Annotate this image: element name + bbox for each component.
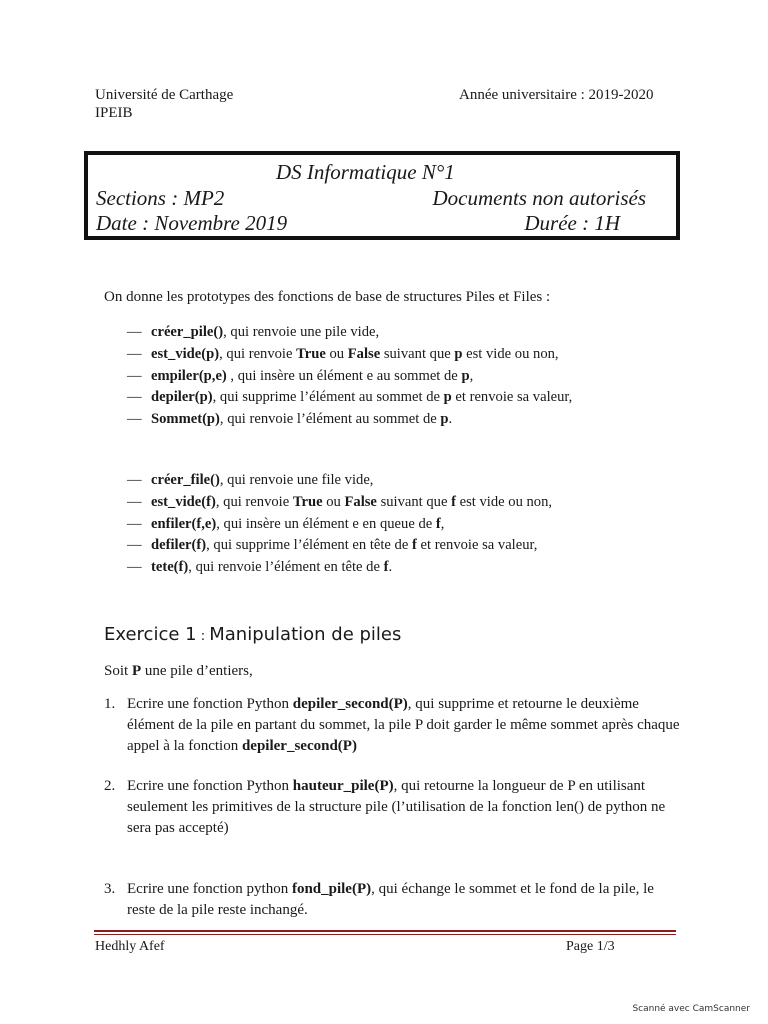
footer-rule bbox=[94, 930, 676, 932]
university-name: Université de Carthage bbox=[95, 87, 234, 103]
question-number: 1. bbox=[104, 696, 116, 712]
question-text: Ecrire une fonction Python hauteur_pile(P), qui retourne la longueur de P en utilisant seulement les primitives de la structure pile (l’utilisation de la fonction len() de python ne sera pas accepté) bbox=[127, 778, 666, 836]
exam-duration: Durée : 1H bbox=[524, 211, 620, 235]
bullet-dash: — bbox=[127, 559, 142, 576]
footer-rule-thin bbox=[94, 934, 676, 935]
scanner-watermark: Scanné avec CamScanner bbox=[632, 1004, 750, 1014]
bullet-dash: — bbox=[127, 411, 142, 428]
function-prototype-item: — depiler(p), qui supprime l’élément au sommet de p et renvoie sa valeur, bbox=[127, 387, 572, 409]
bullet-dash: — bbox=[127, 389, 142, 406]
question-number: 2. bbox=[104, 778, 116, 794]
footer-page-number: Page 1/3 bbox=[566, 939, 615, 954]
exam-date: Date : Novembre 2019 bbox=[96, 211, 288, 235]
academic-year: Année universitaire : 2019-2020 bbox=[459, 87, 654, 103]
question-3 bbox=[104, 879, 684, 921]
exam-title-box bbox=[84, 151, 680, 240]
exercise-title bbox=[104, 624, 401, 645]
institute-name: IPEIB bbox=[95, 105, 133, 121]
queue-function-list bbox=[127, 470, 552, 579]
function-prototype-item: — Sommet(p), qui renvoie l’élément au sommet de p. bbox=[127, 409, 572, 431]
function-prototype-item: — tete(f), qui renvoie l’élément en tête de f. bbox=[127, 557, 552, 579]
function-prototype-item: — est_vide(p), qui renvoie True ou False suivant que p est vide ou non, bbox=[127, 344, 572, 366]
exam-title: DS Informatique N°1 bbox=[276, 160, 455, 184]
bullet-dash: — bbox=[127, 367, 142, 384]
exercise-topic: Manipulation de piles bbox=[209, 624, 402, 645]
function-prototype-item: — enfiler(f,e), qui insère un élément e en queue de f, bbox=[127, 514, 552, 536]
exercise-separator: : bbox=[196, 629, 210, 644]
exercise-label: Exercice 1 bbox=[104, 624, 197, 645]
function-prototype-item: — empiler(p,e) , qui insère un élément e au sommet de p, bbox=[127, 366, 572, 388]
question-1 bbox=[104, 694, 684, 757]
documents-note: Documents non autorisés bbox=[432, 186, 646, 210]
function-prototype-item: — est_vide(f), qui renvoie True ou False suivant que f est vide ou non, bbox=[127, 492, 552, 514]
bullet-dash: — bbox=[127, 537, 142, 554]
question-2 bbox=[104, 776, 684, 839]
intro-text: On donne les prototypes des fonctions de base de structures Piles et Files : bbox=[104, 289, 551, 305]
question-number: 3. bbox=[104, 881, 116, 897]
question-text: Ecrire une fonction python fond_pile(P), qui échange le sommet et le fond de la pile, le reste de la pile reste inchangé. bbox=[127, 881, 654, 918]
function-prototype-item: — defiler(f), qui supprime l’élément en tête de f et renvoie sa valeur, bbox=[127, 535, 552, 557]
bullet-dash: — bbox=[127, 515, 142, 532]
bullet-dash: — bbox=[127, 472, 142, 488]
bullet-dash: — bbox=[127, 324, 142, 340]
function-prototype-item: — créer_file(), qui renvoie une file vide, bbox=[127, 470, 552, 492]
sections-label: Sections : MP2 bbox=[96, 186, 225, 210]
stack-function-list bbox=[127, 322, 572, 431]
exercise-lead: Soit P une pile d’entiers, bbox=[104, 663, 253, 679]
bullet-dash: — bbox=[127, 345, 142, 362]
function-prototype-item: — créer_pile(), qui renvoie une pile vide, bbox=[127, 322, 572, 344]
footer-author: Hedhly Afef bbox=[95, 939, 165, 954]
question-text: Ecrire une fonction Python depiler_second(P), qui supprime et retourne le deuxième élément de la pile en partant du sommet, la pile P doit garder le même sommet après chaque appel à la fonction depiler_second(P) bbox=[127, 696, 680, 754]
bullet-dash: — bbox=[127, 493, 142, 510]
